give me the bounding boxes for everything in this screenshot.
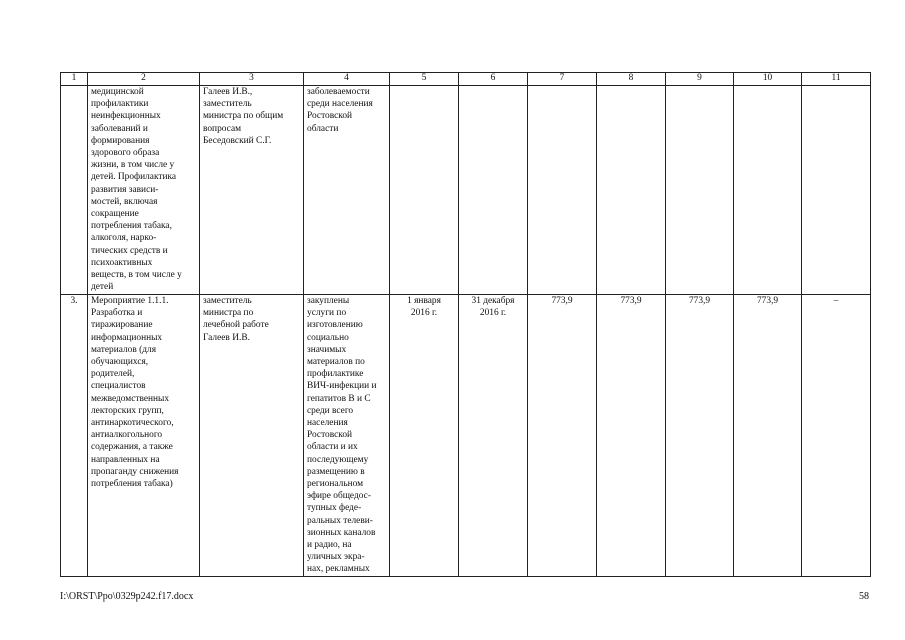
expected-result-cell: закуплены услуги по изготовлению социально значимых материалов по профилактике ВИЧ-инфекции и гепатитов В и С среди всего населения Ростовской области и их последующему размещению в региональном эфире общедос- тупных феде- ральных телеви- зионных каналов и радио, на уличных экра- нах, рекламных: [304, 295, 390, 577]
responsible-cell: Галеев И.В., заместитель министра по общим вопросам Беседовский С.Г.: [200, 86, 304, 295]
end-date-cell: 31 декабря 2016 г.: [459, 295, 528, 577]
table-row-measure-1-1-1: [61, 295, 871, 577]
header-col-9: 9: [666, 73, 734, 86]
page-number: 58: [859, 591, 869, 602]
value-cell-col10: 773,9: [734, 295, 802, 577]
header-col-3: 3: [200, 73, 304, 86]
value-cell-col8: [597, 86, 666, 295]
header-col-11: 11: [802, 73, 871, 86]
header-col-1: 1: [61, 73, 88, 86]
header-col-8: 8: [597, 73, 666, 86]
value-cell-col8: 773,9: [597, 295, 666, 577]
start-date-cell: 1 января 2016 г.: [390, 295, 459, 577]
start-date-cell: [390, 86, 459, 295]
header-col-2: 2: [88, 73, 200, 86]
value-cell-col7: [528, 86, 597, 295]
program-name-cell: медицинской профилактики неинфекционных заболеваний и формирования здорового образа жизни, в том числе у детей. Профилактика развития зависи- мостей, включая сокращение потребления табака, алкоголя, нарко- тических средств и психоактивных веществ, в том числе у детей: [88, 86, 200, 295]
value-cell-col11: –: [802, 295, 871, 577]
footer-file-path: I:\ORST\Ppo\0329p242.f17.docx: [60, 591, 194, 602]
header-col-10: 10: [734, 73, 802, 86]
row-number-cell: [61, 86, 88, 295]
value-cell-col11: [802, 86, 871, 295]
expected-result-cell: заболеваемости среди населения Ростовской области: [304, 86, 390, 295]
value-cell-col9: [666, 86, 734, 295]
value-cell-col7: 773,9: [528, 295, 597, 577]
value-cell-col10: [734, 86, 802, 295]
header-col-4: 4: [304, 73, 390, 86]
value-cell-col9: 773,9: [666, 295, 734, 577]
header-col-5: 5: [390, 73, 459, 86]
responsible-cell: заместитель министра по лечебной работе Галеев И.В.: [200, 295, 304, 577]
end-date-cell: [459, 86, 528, 295]
row-number-cell: 3.: [61, 295, 88, 577]
measure-name-cell: Мероприятие 1.1.1. Разработка и тиражирование информационных материалов (для обучающихся, родителей, специалистов межведомственных лекторских групп, антинаркотического, антиалкогольного содержания, а также направленных на пропаганду снижения потребления табака): [88, 295, 200, 577]
document-table: [60, 72, 871, 577]
header-col-6: 6: [459, 73, 528, 86]
header-col-7: 7: [528, 73, 597, 86]
table-header: [61, 73, 871, 86]
table-row-continuation: [61, 86, 871, 295]
